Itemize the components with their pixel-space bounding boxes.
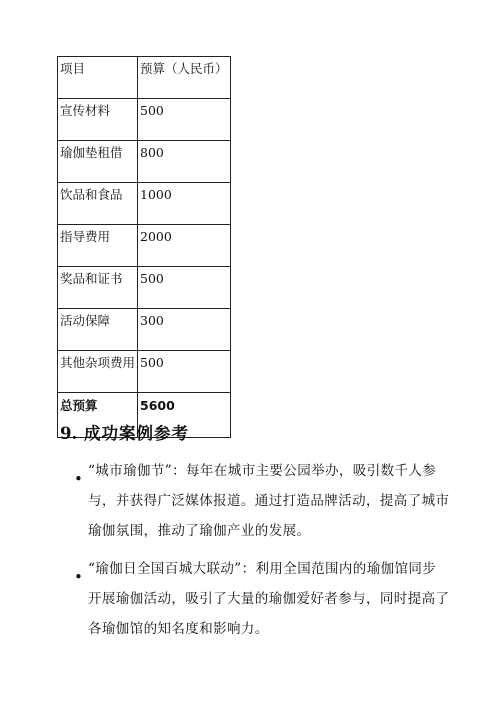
table-row (58, 267, 231, 309)
row-amount-cell: 500 (138, 267, 231, 309)
table-header-row (58, 57, 231, 99)
row-amount-cell: 1000 (138, 183, 231, 225)
row-item-cell: 奖品和证书 (58, 267, 138, 309)
row-amount-cell: 300 (138, 309, 231, 351)
row-item-cell: 瑜伽垫租借 (58, 141, 138, 183)
section-heading (60, 420, 189, 444)
row-amount-cell: 500 (138, 99, 231, 141)
case-text: “瑜伽日全国百城大联动”：利用全国范围内的瑜伽馆同步开展瑜伽活动，吸引了大量的瑜伽爱好者参与，同时提高了各瑜伽馆的知名度和影响力。 (88, 561, 450, 637)
budget-table (57, 56, 231, 438)
list-item (60, 554, 450, 644)
row-amount-cell: 500 (138, 351, 231, 393)
bullet-icon: • (74, 470, 83, 488)
case-text: “城市瑜伽节”：每年在城市主要公园举办，吸引数千人参与，并获得广泛媒体报道。通过打造品牌活动，提高了城市瑜伽氛围，推动了瑜伽产业的发展。 (88, 463, 450, 539)
row-item-cell: 宣传材料 (58, 99, 138, 141)
table-row (58, 225, 231, 267)
row-item-cell: 活动保障 (58, 309, 138, 351)
section-title: 成功案例参考 (83, 424, 189, 443)
list-item (60, 456, 450, 546)
table-row (58, 183, 231, 225)
row-item-cell: 饮品和食品 (58, 183, 138, 225)
table-row (58, 309, 231, 351)
row-amount-cell: 2000 (138, 225, 231, 267)
table-row (58, 141, 231, 183)
case-list (60, 456, 450, 652)
row-amount-cell: 800 (138, 141, 231, 183)
row-item-cell: 指导费用 (58, 225, 138, 267)
row-item-cell: 其他杂项费用 (58, 351, 138, 393)
bullet-icon: • (74, 568, 83, 586)
section-number: 9. (60, 424, 78, 443)
table-row (58, 351, 231, 393)
total-label-cell: 总预算 (58, 393, 138, 438)
header-item-cell: 项目 (58, 57, 138, 99)
table-row (58, 99, 231, 141)
header-amount-cell: 预算（人民币） (138, 57, 231, 99)
total-amount-cell: 5600 (138, 393, 231, 438)
